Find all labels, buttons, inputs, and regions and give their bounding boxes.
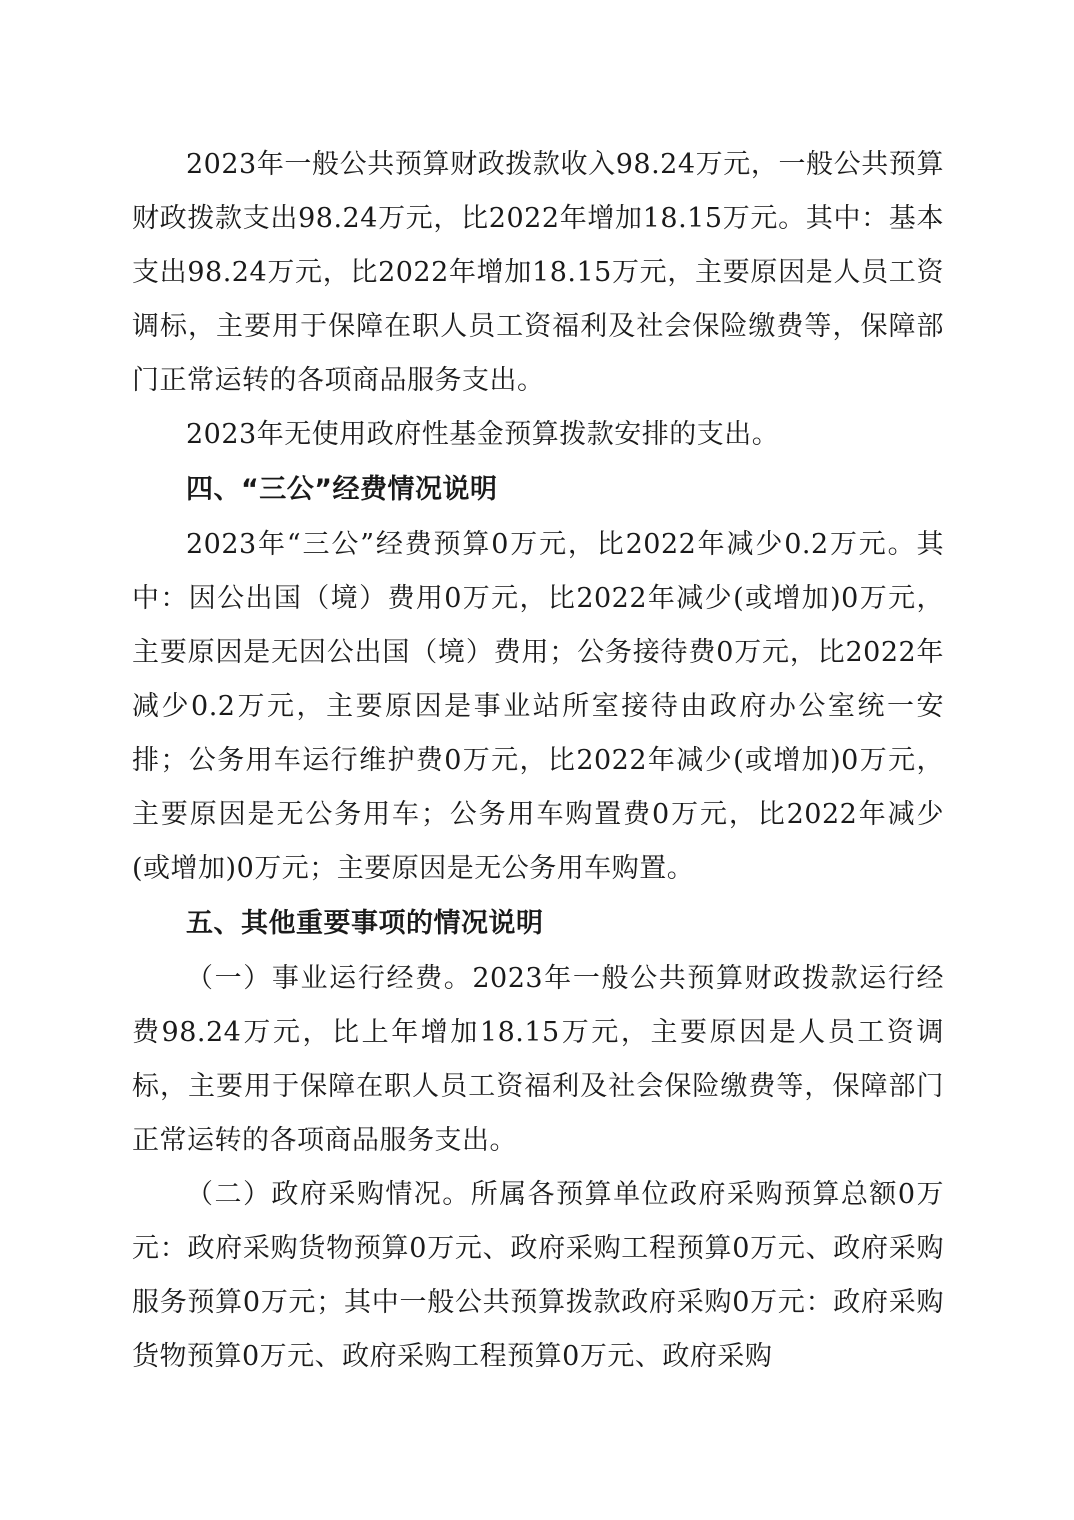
- document-body: [132, 138, 944, 1384]
- paragraph-operating-funds: （一）事业运行经费。2023年一般公共预算财政拨款运行经费98.24万元，比上年增加18.15万元，主要原因是人员工资调标，主要用于保障在职人员工资福利及社会保险缴费等，保障部门正常运转的各项商品服务支出。: [132, 963, 944, 1156]
- section-heading-three-public: 四、“三公”经费情况说明: [186, 474, 498, 505]
- paragraph-general-budget: 2023年一般公共预算财政拨款收入98.24万元，一般公共预算财政拨款支出98.24万元，比2022年增加18.15万元。其中：基本支出98.24万元，比2022年增加18.15万元，主要原因是人员工资调标，主要用于保障在职人员工资福利及社会保险缴费等，保障部门正常运转的各项商品服务支出。: [132, 149, 944, 396]
- paragraph-fund-budget: 2023年无使用政府性基金预算拨款安排的支出。: [186, 419, 780, 450]
- paragraph-government-procurement: （二）政府采购情况。所属各预算单位政府采购预算总额0万元：政府采购货物预算0万元、政府采购工程预算0万元、政府采购服务预算0万元；其中一般公共预算拨款政府采购0万元：政府采购货物预算0万元、政府采购工程预算0万元、政府采购: [132, 1179, 944, 1372]
- paragraph-three-public: 2023年“三公”经费预算0万元，比2022年减少0.2万元。其中：因公出国（境）费用0万元，比2022年减少(或增加)0万元，主要原因是无因公出国（境）费用；公务接待费0万元，比2022年减少0.2万元，主要原因是事业站所室接待由政府办公室统一安排；公务用车运行维护费0万元，比2022年减少(或增加)0万元，主要原因是无公务用车；公务用车购置费0万元，比2022年减少(或增加)0万元；主要原因是无公务用车购置。: [132, 529, 944, 884]
- section-heading-other-matters: 五、其他重要事项的情况说明: [186, 908, 544, 939]
